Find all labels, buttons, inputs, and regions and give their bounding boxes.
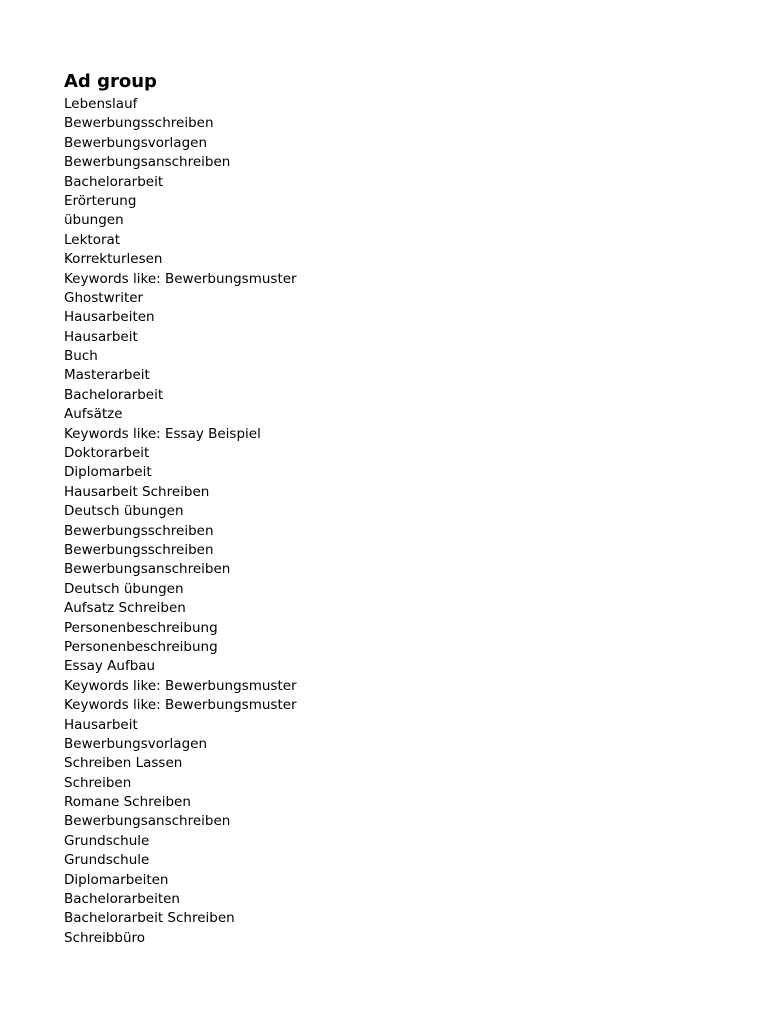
keyword-item: Keywords like: Bewerbungsmuster <box>64 270 297 287</box>
keyword-item: Korrekturlesen <box>64 251 163 268</box>
keyword-item: Bachelorarbeit <box>64 173 164 190</box>
keyword-item: Hausarbeit Schreiben <box>64 483 210 500</box>
keyword-list <box>64 95 704 948</box>
keyword-item: Aufsätze <box>64 406 123 423</box>
keyword-item: Bewerbungsanschreiben <box>64 561 231 578</box>
keyword-item: Bewerbungsvorlagen <box>64 134 208 151</box>
keyword-item: Lebenslauf <box>64 96 138 112</box>
keyword-item: Bachelorarbeiten <box>64 891 180 908</box>
keyword-item: Grundschule <box>64 832 150 849</box>
keyword-item: Personenbeschreibung <box>64 638 218 655</box>
keyword-item: Hausarbeiten <box>64 309 155 326</box>
keyword-item: Keywords like: Bewerbungsmuster <box>64 697 297 714</box>
ad-group-heading: Ad group <box>64 71 157 92</box>
document-page <box>64 69 704 948</box>
keyword-item: Bewerbungsanschreiben <box>64 154 231 171</box>
keyword-item: Personenbeschreibung <box>64 619 218 636</box>
keyword-item: Schreiben <box>64 774 132 791</box>
keyword-item: übungen <box>64 212 124 229</box>
keyword-item: Buch <box>64 348 98 365</box>
keyword-item: Hausarbeit <box>64 328 138 345</box>
keyword-item: Bewerbungsschreiben <box>64 522 214 539</box>
keyword-item: Erörterung <box>64 192 137 209</box>
keyword-item: Masterarbeit <box>64 367 150 384</box>
keyword-item: Diplomarbeit <box>64 464 152 481</box>
keyword-item: Diplomarbeiten <box>64 871 169 888</box>
keyword-item: Essay Aufbau <box>64 658 156 675</box>
keyword-item: Bachelorarbeit <box>64 386 164 403</box>
keyword-item: Bachelorarbeit Schreiben <box>64 910 235 927</box>
keyword-item: Romane Schreiben <box>64 794 191 811</box>
keyword-item: Doktorarbeit <box>64 445 150 462</box>
keyword-item: Bewerbungsvorlagen <box>64 735 208 752</box>
keyword-item: Deutsch übungen <box>64 580 184 597</box>
keyword-item: Keywords like: Essay Beispiel <box>64 425 261 442</box>
keyword-item: Schreibbüro <box>64 929 146 946</box>
keyword-item: Deutsch übungen <box>64 503 184 520</box>
keyword-item: Aufsatz Schreiben <box>64 600 186 617</box>
keyword-item: Lektorat <box>64 231 121 248</box>
keyword-item: Schreiben Lassen <box>64 755 183 772</box>
keyword-item: Bewerbungsschreiben <box>64 541 214 558</box>
keyword-item: Grundschule <box>64 852 150 869</box>
keyword-item: Ghostwriter <box>64 289 144 306</box>
keyword-item: Keywords like: Bewerbungsmuster <box>64 677 297 694</box>
keyword-item: Bewerbungsanschreiben <box>64 813 231 830</box>
keyword-item: Hausarbeit <box>64 716 138 733</box>
keyword-item: Bewerbungsschreiben <box>64 115 214 132</box>
